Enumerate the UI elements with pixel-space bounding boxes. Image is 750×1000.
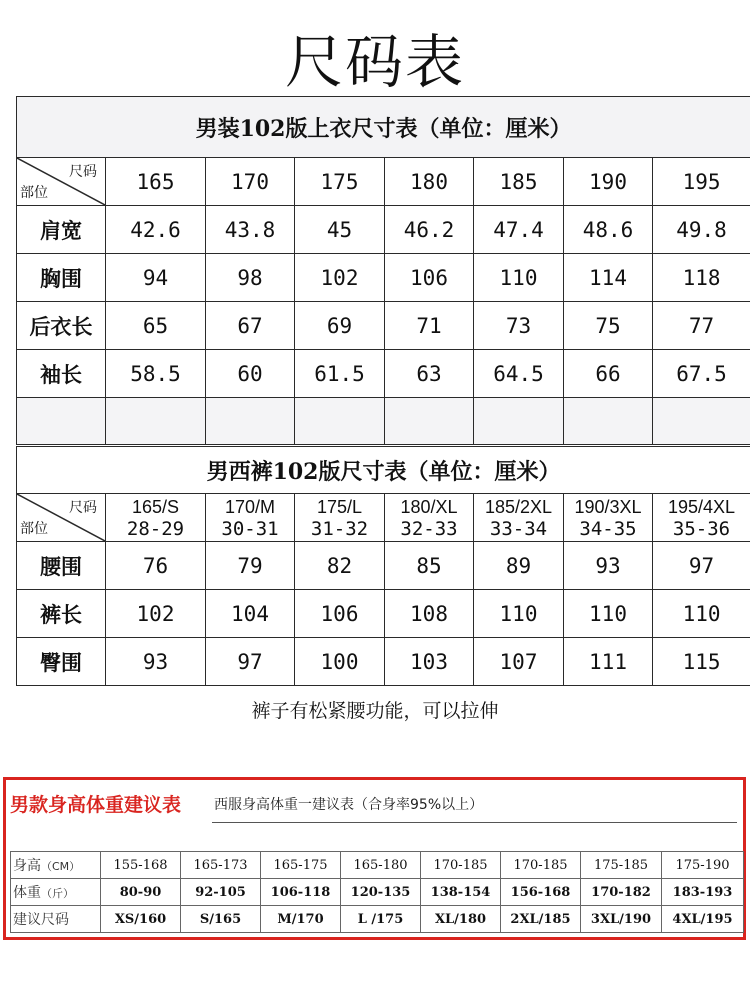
cell-value: 110 (564, 590, 653, 638)
size-header: 175 (295, 158, 385, 206)
cell-value: 2XL/185 (501, 906, 581, 933)
blank-cell (474, 398, 564, 445)
cell-value: M/170 (261, 906, 341, 933)
blank-row (17, 398, 750, 445)
page-title: 尺码表 (284, 28, 465, 96)
cell-value: 64.5 (474, 350, 564, 398)
table-row (11, 906, 744, 933)
cell-value: 175-185 (581, 852, 662, 879)
row-label-unit: （斤） (41, 887, 74, 900)
size-header (295, 494, 385, 542)
row-label: 袖长 (17, 350, 106, 398)
pants-table-title: 男西裤102版尺寸表（单位：厘米） (17, 447, 750, 494)
cell-value: 110 (474, 254, 564, 302)
row-label (11, 879, 101, 906)
blank-cell (564, 398, 653, 445)
cell-value: 102 (106, 590, 206, 638)
row-label: 腰围 (17, 542, 106, 590)
cell-value: 48.6 (564, 206, 653, 254)
row-label (11, 906, 101, 933)
cell-value: 165-175 (261, 852, 341, 879)
waist-inch-range: 34-35 (579, 517, 637, 540)
table-row (11, 852, 744, 879)
recommend-header (6, 780, 743, 828)
cell-value: 76 (106, 542, 206, 590)
row-label: 臀围 (17, 638, 106, 686)
size-header (564, 494, 653, 542)
cell-value: 111 (564, 638, 653, 686)
shirt-table-title: 男装102版上衣尺寸表（单位：厘米） (17, 97, 750, 158)
size-label: 165/S (131, 496, 180, 517)
cell-value: 106 (295, 590, 385, 638)
cell-value: 118 (653, 254, 750, 302)
cell-value: 61.5 (295, 350, 385, 398)
cell-value: 93 (106, 638, 206, 686)
table-row (17, 206, 750, 254)
corner-size-label: 尺码 (69, 164, 97, 180)
cell-value: 77 (653, 302, 750, 350)
corner-size-label: 尺码 (69, 500, 97, 516)
table-row (11, 879, 744, 906)
cell-value: 107 (474, 638, 564, 686)
size-header: 170 (206, 158, 295, 206)
cell-value: 79 (206, 542, 295, 590)
cell-value: 94 (106, 254, 206, 302)
size-label: 180/XL (400, 496, 458, 517)
cell-value: 65 (106, 302, 206, 350)
cell-value: 97 (206, 638, 295, 686)
size-label: 175/L (316, 496, 363, 517)
cell-value: 75 (564, 302, 653, 350)
cell-value: 170-182 (581, 879, 662, 906)
cell-value: 120-135 (341, 879, 421, 906)
cell-value: 43.8 (206, 206, 295, 254)
table-row (17, 350, 750, 398)
cell-value: 47.4 (474, 206, 564, 254)
cell-value: XS/160 (101, 906, 181, 933)
blank-cell (653, 398, 750, 445)
size-header (385, 494, 474, 542)
cell-value: 45 (295, 206, 385, 254)
pants-header-row (17, 494, 750, 542)
cell-value: 58.5 (106, 350, 206, 398)
cell-value: 108 (385, 590, 474, 638)
cell-value: 114 (564, 254, 653, 302)
cell-value: 3XL/190 (581, 906, 662, 933)
row-label: 胸围 (17, 254, 106, 302)
size-header: 190 (564, 158, 653, 206)
cell-value: 63 (385, 350, 474, 398)
size-header: 185 (474, 158, 564, 206)
cell-value: 93 (564, 542, 653, 590)
subtitle-underline (212, 822, 737, 823)
blank-cell (17, 398, 106, 445)
cell-value: 183-193 (662, 879, 744, 906)
cell-value: 170-185 (421, 852, 501, 879)
corner-part-label: 部位 (20, 185, 48, 201)
cell-value: XL/180 (421, 906, 501, 933)
cell-value: 165-180 (341, 852, 421, 879)
cell-value: 67.5 (653, 350, 750, 398)
row-label-text: 身高 (13, 858, 41, 874)
recommend-subtitle: 西服身高体重一建议表（合身率95%以上） (214, 797, 484, 813)
pants-corner-cell (17, 494, 106, 542)
cell-value: 106 (385, 254, 474, 302)
cell-value: 155-168 (101, 852, 181, 879)
pants-table-title-row (17, 447, 750, 494)
recommend-table (10, 851, 744, 933)
blank-cell (385, 398, 474, 445)
cell-value: 89 (474, 542, 564, 590)
table-row (17, 590, 750, 638)
cell-value: 170-185 (501, 852, 581, 879)
cell-value: 104 (206, 590, 295, 638)
waist-inch-range: 35-36 (672, 517, 731, 540)
cell-value: 4XL/195 (662, 906, 744, 933)
size-label: 190/3XL (574, 496, 642, 517)
cell-value: 71 (385, 302, 474, 350)
table-row (17, 542, 750, 590)
size-header (474, 494, 564, 542)
cell-value: 106-118 (261, 879, 341, 906)
cell-value: 156-168 (501, 879, 581, 906)
blank-cell (106, 398, 206, 445)
pants-size-table (16, 446, 750, 686)
cell-value: 138-154 (421, 879, 501, 906)
cell-value: 46.2 (385, 206, 474, 254)
shirt-header-row (17, 158, 750, 206)
cell-value: 175-190 (662, 852, 744, 879)
cell-value: 82 (295, 542, 385, 590)
height-weight-recommend-box (3, 777, 746, 940)
size-header: 180 (385, 158, 474, 206)
cell-value: S/165 (181, 906, 261, 933)
corner-part-label: 部位 (20, 521, 48, 537)
cell-value: 115 (653, 638, 750, 686)
table-row (17, 254, 750, 302)
cell-value: 97 (653, 542, 750, 590)
cell-value: 67 (206, 302, 295, 350)
cell-value: 80-90 (101, 879, 181, 906)
shirt-size-table (16, 96, 750, 445)
table-row (17, 638, 750, 686)
row-label: 后衣长 (17, 302, 106, 350)
row-label-text: 体重 (13, 885, 41, 901)
cell-value: 92-105 (181, 879, 261, 906)
cell-value: 42.6 (106, 206, 206, 254)
cell-value: 165-173 (181, 852, 261, 879)
size-label: 185/2XL (484, 496, 553, 517)
cell-value: 85 (385, 542, 474, 590)
cell-value: 110 (653, 590, 750, 638)
cell-value: 73 (474, 302, 564, 350)
cell-value: 103 (385, 638, 474, 686)
shirt-corner-cell (17, 158, 106, 206)
row-label-unit: （CM） (41, 860, 81, 873)
size-header: 195 (653, 158, 750, 206)
blank-cell (295, 398, 385, 445)
waist-inch-range: 28-29 (126, 517, 185, 540)
size-header (206, 494, 295, 542)
cell-value: L /175 (341, 906, 421, 933)
waist-inch-range: 32-33 (400, 517, 458, 540)
cell-value: 49.8 (653, 206, 750, 254)
size-header (653, 494, 750, 542)
row-label (11, 852, 101, 879)
waist-inch-range: 30-31 (221, 517, 279, 540)
waist-inch-range: 33-34 (489, 517, 548, 540)
row-label: 肩宽 (17, 206, 106, 254)
row-label: 裤长 (17, 590, 106, 638)
size-header (106, 494, 206, 542)
table-row (17, 302, 750, 350)
size-label: 170/M (224, 496, 276, 517)
size-header: 165 (106, 158, 206, 206)
shirt-table-title-row (17, 97, 750, 158)
recommend-title: 男款身高体重建议表 (10, 794, 182, 816)
cell-value: 100 (295, 638, 385, 686)
cell-value: 110 (474, 590, 564, 638)
size-label: 195/4XL (668, 496, 736, 517)
waist-inch-range: 31-32 (310, 517, 369, 540)
cell-value: 66 (564, 350, 653, 398)
cell-value: 69 (295, 302, 385, 350)
cell-value: 60 (206, 350, 295, 398)
stretch-waist-note: 裤子有松紧腰功能，可以拉伸 (251, 700, 499, 722)
cell-value: 98 (206, 254, 295, 302)
cell-value: 102 (295, 254, 385, 302)
blank-cell (206, 398, 295, 445)
row-label-text: 建议尺码 (13, 912, 69, 928)
